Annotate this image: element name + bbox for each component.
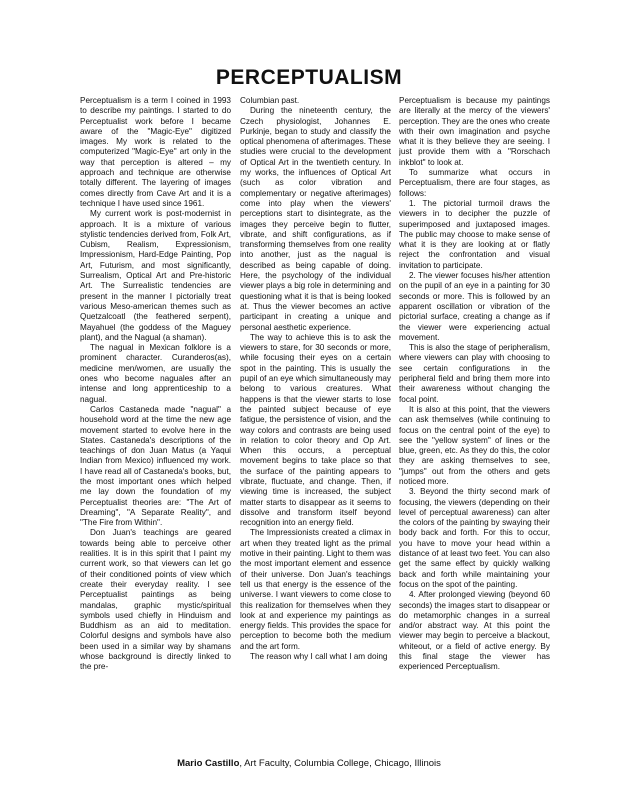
paragraph: Perceptualism is a term I coined in 1993 to describe my paintings. I started to do Perceptualist work before I became aware of the "Magic-Eye" digitized images. My work is related to the computerized "Magic-Eye" art only in the way that perception is altered – my approach and technique are otherwise totally different. The layering of images comes directly from Cave Art and it is a technique I have used since 1961. bbox=[80, 96, 231, 208]
author-name: Mario Castillo bbox=[177, 758, 240, 769]
paragraph: It is also at this point, that the viewers can ask themselves (while continuing to focus on the central point of the eye) to see the "yellow system" of lines or the blue, green, etc. As they do this, the color they are asking themselves to see, "jumps" out from the others and gets noticed more. bbox=[399, 404, 550, 486]
column-1 bbox=[80, 96, 231, 754]
paragraph: Columbian past. bbox=[240, 96, 300, 105]
paragraph: Don Juan's teachings are geared towards being able to perceive other realities. It is in this spirit that I paint my current work, so that viewers can let go of their conditioned points of view which create their everyday reality. I see Perceptualist paintings as being mandalas, graphic mystic/spiritual symbols used chiefly in Hinduism and Buddhism as an aid to meditation. Colorful designs and symbols have also been used in a similar way by shamans whose background is directly linked to the pre- bbox=[80, 528, 231, 672]
paragraph: 1. The pictorial turmoil draws the viewers in to decipher the puzzle of superimposed and juxtaposed images. The public may choose to make sense of what it is they are looking at or flatly reject the confrontation and visual invitation to participate. bbox=[399, 198, 550, 270]
paragraph: The reason why I call what I am doing bbox=[250, 652, 388, 662]
paragraph: The way to achieve this is to ask the viewers to stare, for 30 seconds or more, while focusing their eyes on a certain spot in the painting. This is usually the pupil of an eye which simultaneously may belong to various creatures. What happens is that the viewer starts to lose the painted subject because of eye fatigue, the persistence of vision, and the way colors and contrasts are being used in relation to color theory and Op Art. When this occurs, a perceptual movement begins to take place so that the surface of the painting appears to vibrate, fluctuate, and change. Then, if viewing time is increased, the subject matter starts to disappear as it seems to dissolve and transform itself beyond recognition into an energy field. bbox=[240, 332, 391, 528]
paragraph: The nagual in Mexican folklore is a prominent character. Curanderos(as), medicine men/women, are usually the ones who become naguales after an intense and long apprenticeship to a nagual. bbox=[80, 343, 231, 404]
paragraph: The Impressionists created a climax in art when they treated light as the primal motive in their painting. Light to them was the most important element and essence of their universe. Don Juan's teachings tell us that energy is the essence of the universe. I want viewers to come close to this realization for themselves when they look at and experience my paintings as energy fields. This provides the space for perception to become both the medium and the art form. bbox=[240, 528, 391, 651]
column-2 bbox=[240, 96, 391, 754]
paragraph: 3. Beyond the thirty second mark of focusing, the viewers (depending on their level of perceptual awareness) can alter the colors of the painting by swaying their body back and forth. For this to occur, you have to move your head within a distance of at least two feet. You can also get the same effect by quickly walking back and forth while maintaining your focus on the spot of the painting. bbox=[399, 487, 550, 589]
paragraph: 2. The viewer focuses his/her attention on the pupil of an eye in a painting for 30 seconds or more. This is followed by an apparent oscillation or vibration of the pictorial surface, creating a change as if the viewer were experiencing actual movement. bbox=[399, 271, 550, 342]
column-3 bbox=[399, 96, 550, 754]
paragraph: Perceptualism is because my paintings are literally at the mercy of the viewers' perception. They are the ones who create with their own imagination and psyche what it is they believe they are seeing. I just provide them with a "Rorschach inkblot" to look at. bbox=[399, 96, 550, 167]
author-credit bbox=[0, 758, 618, 769]
article-body bbox=[80, 96, 548, 754]
paragraph: My current work is post-modernist in approach. It is a mixture of various stylistic tendencies derived from, Folk Art, Cubism, Realism, Expressionism, Impressionism, Hard-Edge Painting, Pop Art, Futurism, and most significantly, Surrealism, Optical Art and Pre-historic Art. The Surrealistic tendencies are present in the manner I pictorially treat various Meso-american themes such as Quetzalcoatl (the feathered serpent), Mayahuel (the goddess of the Maguey plant), and the Nagual (a shaman). bbox=[80, 209, 231, 342]
author-affiliation: , Art Faculty, Columbia College, Chicago, Illinois bbox=[239, 758, 441, 769]
paragraph: Carlos Castaneda made "nagual" a household word at the time the new age movement started to evolve here in the States. Castaneda's descriptions of the teachings of don Juan Matus (a Yaqui Indian from Mexico) influenced my work. I have read all of Castaneda's books, but, the most important ones which helped me lay down the foundation of my Perceptualist theories are: "The Art of Dreaming", "A Separate Reality", and "The Fire from Within". bbox=[80, 404, 231, 528]
paragraph: To summarize what occurs in Perceptualism, there are four stages, as follows: bbox=[399, 168, 550, 198]
page-title: PERCEPTUALISM bbox=[215, 66, 403, 89]
paragraph: During the nineteenth century, the Czech physiologist, Johannes E. Purkinje, began to study and classify the optical phenomena of afterimages. These studies were crucial to the development of Optical Art in the twentieth century. In my works, the influences of Optical Art (such as color vibration and complementary or negative afterimages) come into play when the viewers' perceptions start to disintegrate, as the images they perceive begin to flutter, vibrate, and shift configurations, as if transforming themselves from one reality into another, just as the nagual is described as being capable of doing. Here, the psychology of the individual viewer plays a big role in determining and questioning what it is that is being looked at. Thus the viewer becomes an active participant in creating a unique and personal aesthetic experience. bbox=[240, 106, 391, 332]
paragraph: This is also the stage of peripheralism, where viewers can play with choosing to see certain configurations in the peripheral field and bring them more into their awareness without changing the focal point. bbox=[399, 343, 550, 404]
paragraph: 4. After prolonged viewing (beyond 60 seconds) the images start to disappear or do metamorphic changes in a surreal and/or abstract way. At this point the viewer may begin to perceive a blackout, whiteout, or a field of active energy. By this final stage the viewer has experienced Perceptualism. bbox=[399, 590, 550, 672]
